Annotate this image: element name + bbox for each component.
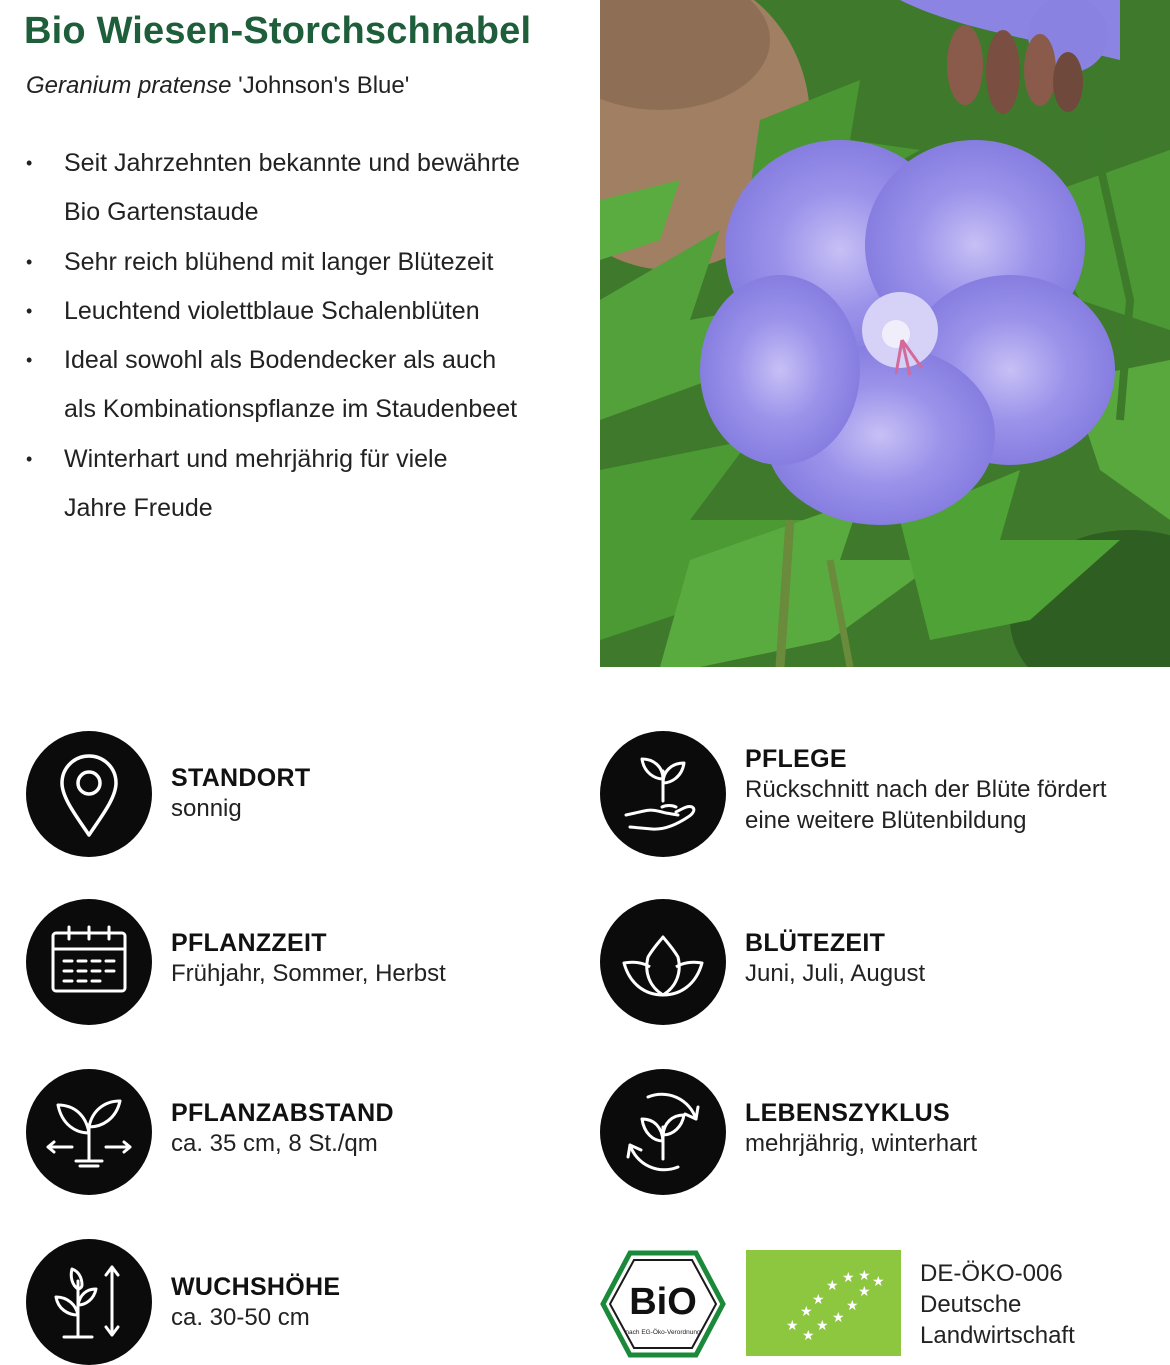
bullet-item bbox=[26, 435, 581, 534]
feature-value: sonnig bbox=[171, 795, 242, 822]
lotus-flower-icon bbox=[600, 899, 726, 1025]
feature-standort bbox=[26, 731, 566, 857]
svg-text:★: ★ bbox=[786, 1318, 799, 1334]
feature-label: PFLANZZEIT bbox=[171, 929, 327, 957]
bio-seal-logo bbox=[600, 1250, 726, 1358]
bullet-line: Seit Jahrzehnten bekannte und bewährte bbox=[64, 149, 520, 177]
cultivar-name: 'Johnson's Blue' bbox=[238, 72, 410, 99]
bullet-line: als Kombinationspflanze im Staudenbeet bbox=[64, 395, 518, 424]
svg-text:★: ★ bbox=[872, 1274, 885, 1290]
bullet-line: Winterhart und mehrjährig für viele bbox=[64, 444, 448, 473]
svg-text:★: ★ bbox=[816, 1318, 829, 1334]
feature-wuchshoehe bbox=[26, 1239, 566, 1365]
product-photo bbox=[600, 0, 1170, 667]
latin-name: Geranium pratense bbox=[26, 72, 232, 99]
feature-label: STANDORT bbox=[171, 764, 311, 792]
certification-origin: Deutsche bbox=[920, 1291, 1022, 1318]
plant-spacing-icon bbox=[26, 1069, 152, 1195]
certification-code: DE-ÖKO-006 bbox=[920, 1260, 1063, 1287]
feature-value: Frühjahr, Sommer, Herbst bbox=[171, 960, 446, 987]
plant-cycle-icon bbox=[600, 1069, 726, 1195]
svg-text:★: ★ bbox=[858, 1284, 871, 1300]
product-title: Bio Wiesen-Storchschnabel bbox=[24, 10, 532, 52]
bullet-line: Sehr reich blühend mit langer Blütezeit bbox=[64, 247, 494, 276]
svg-text:★: ★ bbox=[832, 1310, 845, 1326]
bullet-item bbox=[26, 238, 581, 287]
svg-text:★: ★ bbox=[812, 1292, 825, 1308]
calendar-icon bbox=[26, 899, 152, 1025]
feature-label: LEBENSZYKLUS bbox=[745, 1099, 951, 1127]
product-subtitle bbox=[26, 72, 409, 100]
feature-label: PFLANZABSTAND bbox=[171, 1099, 394, 1127]
bio-seal-text: BiO bbox=[629, 1281, 697, 1323]
bullet-item bbox=[26, 336, 581, 435]
bullet-item bbox=[26, 287, 581, 336]
feature-value: Rückschnitt nach der Blüte fördert bbox=[745, 776, 1107, 803]
feature-label: PFLEGE bbox=[745, 745, 847, 773]
feature-value: Juni, Juli, August bbox=[745, 960, 926, 987]
svg-text:★: ★ bbox=[846, 1298, 859, 1314]
feature-value: mehrjährig, winterhart bbox=[745, 1130, 978, 1157]
flower-photo-illustration bbox=[600, 0, 1170, 667]
svg-text:★: ★ bbox=[826, 1278, 839, 1294]
feature-bullet-list bbox=[26, 139, 581, 533]
bullet-line: Bio Gartenstaude bbox=[64, 198, 259, 227]
feature-label: WUCHSHÖHE bbox=[171, 1273, 341, 1301]
svg-text:★: ★ bbox=[800, 1304, 813, 1320]
certification-origin: Landwirtschaft bbox=[920, 1322, 1075, 1349]
svg-text:★: ★ bbox=[858, 1268, 871, 1284]
seedling-hand-icon bbox=[600, 731, 726, 857]
feature-value: eine weitere Blütenbildung bbox=[745, 807, 1027, 834]
plant-height-icon bbox=[26, 1239, 152, 1365]
bullet-line: Ideal sowohl als Bodendecker als auch bbox=[64, 346, 497, 375]
feature-label: BLÜTEZEIT bbox=[745, 929, 886, 957]
feature-pflanzabstand bbox=[26, 1069, 566, 1195]
bullet-item bbox=[26, 139, 581, 238]
feature-pflege bbox=[600, 731, 1160, 857]
svg-text:★: ★ bbox=[802, 1328, 815, 1344]
feature-pflanzzeit bbox=[26, 899, 566, 1025]
feature-lebenszyklus bbox=[600, 1069, 1160, 1195]
bio-seal-subtext: nach EG-Öko-Verordnung bbox=[625, 1329, 701, 1336]
bullet-line: Jahre Freude bbox=[64, 494, 213, 523]
eu-organic-leaf-logo bbox=[746, 1250, 901, 1356]
feature-value: ca. 35 cm, 8 St./qm bbox=[171, 1130, 378, 1157]
location-pin-icon bbox=[26, 731, 152, 857]
certification-text bbox=[920, 1258, 1075, 1351]
feature-value: ca. 30-50 cm bbox=[171, 1304, 310, 1331]
bullet-line: Leuchtend violettblaue Schalenblüten bbox=[64, 296, 480, 325]
svg-text:★: ★ bbox=[842, 1270, 855, 1286]
feature-bluetezeit bbox=[600, 899, 1160, 1025]
